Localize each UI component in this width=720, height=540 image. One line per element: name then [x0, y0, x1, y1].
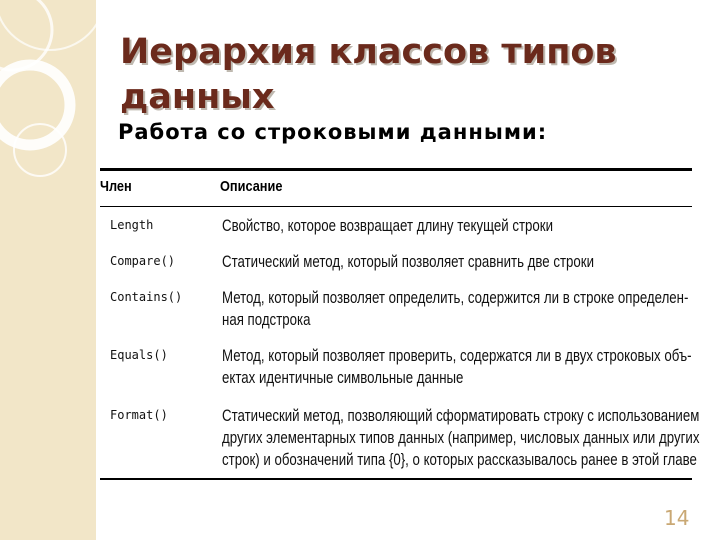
member-name: Equals(): [110, 348, 168, 362]
member-description: Свойство, которое возвращает длину текущей строки: [222, 216, 554, 235]
member-description: Статический метод, позволяющий сформатировать строку с использованием других элементарных типов данных (например, числовых данных или других строк) и обозначений типа {0}, о которых рассказывалось ранее в этой главе: [222, 406, 700, 469]
table-top-rule: [100, 168, 692, 171]
member-description: Статический метод, который позволяет сравнить две строки: [222, 252, 595, 271]
page-number: 14: [664, 506, 690, 530]
member-description: Метод, который позволяет определить, содержится ли в строке определен- ная подстрока: [222, 288, 689, 329]
member-name: Length: [110, 218, 154, 232]
header-description: Описание: [220, 178, 283, 195]
slide-subtitle: Работа со строковыми данными:: [118, 120, 548, 144]
decorative-sidebar: [0, 0, 96, 540]
member-name: Format(): [110, 408, 168, 422]
slide-title: Иерархия классов типов данных: [120, 32, 617, 117]
header-member: Член: [100, 178, 132, 195]
member-description: Метод, который позволяет проверить, содержатся ли в двух строковых объ- ектах идентичные символьные данные: [222, 346, 692, 387]
table-header-rule: [100, 206, 692, 207]
table-bottom-rule: [100, 478, 692, 480]
member-name: Contains(): [110, 290, 183, 304]
member-name: Compare(): [110, 254, 176, 268]
string-members-table: [96, 168, 700, 480]
decorative-circles: [0, 0, 96, 540]
